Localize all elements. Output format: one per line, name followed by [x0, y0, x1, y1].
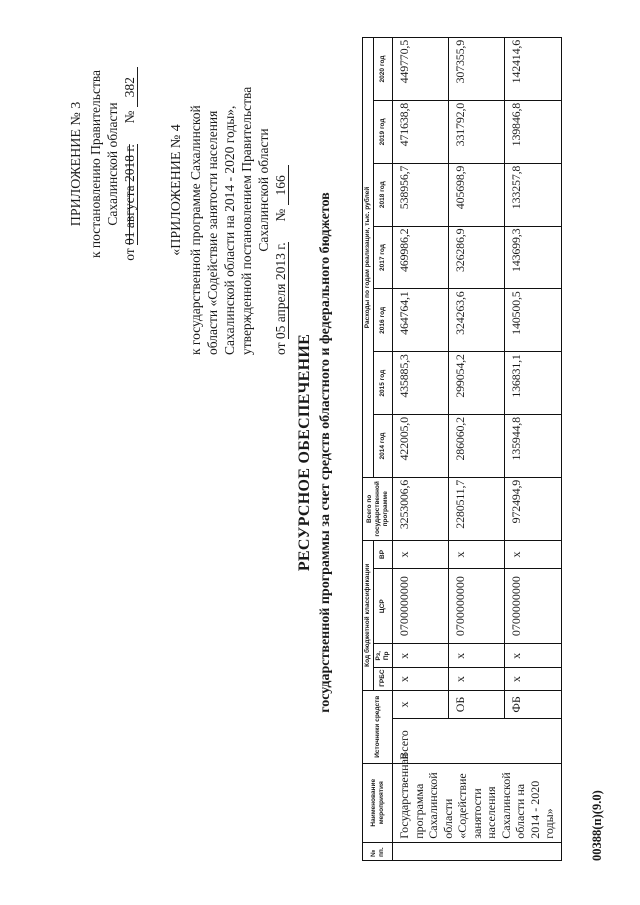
document-subtitle: государственной программы за счет средств областного и федерального бюджетов — [318, 192, 333, 713]
appendix-4-line5: Сахалинской области — [256, 128, 271, 252]
source-cell: ОБ — [449, 690, 505, 718]
year-cell: 326286,9 — [449, 226, 505, 289]
year-cell: 139846,8 — [505, 100, 561, 163]
header-name: Наименование мероприятия — [363, 763, 393, 842]
header-year: 2014 год — [374, 415, 393, 478]
year-cell: 307355,9 — [449, 38, 505, 101]
header-year: 2018 год — [374, 163, 393, 226]
csr-cell: 0700000000 — [505, 569, 561, 644]
header-csr: ЦСР — [374, 569, 393, 644]
appendix-4-number: 166 — [273, 165, 289, 205]
year-cell: 142414,6 — [505, 38, 561, 101]
document-title: РЕСУРСНОЕ ОБЕСПЕЧЕНИЕ — [296, 333, 313, 572]
appendix-4-block — [168, 25, 289, 355]
year-cell: 464764,1 — [393, 289, 449, 352]
appendix-3-date-line — [121, 29, 138, 299]
table-header-row-1 — [363, 38, 374, 861]
rzpr-cell: х — [505, 644, 561, 668]
total-cell: 972494,9 — [505, 477, 561, 540]
source-cell: ФБ — [505, 690, 561, 718]
appendix-3-line1: к постановлению Правительства — [88, 69, 103, 259]
year-cell: 135944,8 — [505, 415, 561, 478]
total-cell: 2280511,7 — [449, 477, 505, 540]
year-cell: 136831,1 — [505, 352, 561, 415]
document-code: 00388(п)(9.0) — [590, 790, 604, 861]
header-grbs: ГРБС — [374, 668, 393, 690]
rzpr-cell: х — [393, 644, 449, 668]
rzpr-cell: х — [449, 644, 505, 668]
appendix-3-date: 01 августа 2018 г. — [122, 144, 137, 245]
year-cell: 469986,2 — [393, 226, 449, 289]
appendix-4-title: «ПРИЛОЖЕНИЕ № 4 — [169, 124, 184, 256]
table-row — [393, 38, 449, 861]
year-cell: 405698,9 — [449, 163, 505, 226]
header-num: № пп. — [363, 842, 393, 860]
csr-cell: 0700000000 — [449, 569, 505, 644]
appendix-4-line3: Сахалинской области на 2014 - 2020 годы», — [222, 105, 237, 355]
header-rzpr: Рз, Пр — [374, 644, 393, 668]
year-cell: 538956,7 — [393, 163, 449, 226]
year-cell: 140500,5 — [505, 289, 561, 352]
year-cell: 471638,8 — [393, 100, 449, 163]
all-label: Всего — [393, 719, 562, 764]
vr-cell: х — [393, 540, 449, 568]
year-cell: 422005,0 — [393, 415, 449, 478]
grbs-cell: х — [449, 668, 505, 690]
header-vr: ВР — [374, 540, 393, 568]
appendix-4-line1: к государственной программе Сахалинской — [188, 105, 203, 355]
year-cell: 286060,2 — [449, 415, 505, 478]
header-year: 2015 год — [374, 352, 393, 415]
header-year: 2019 год — [374, 100, 393, 163]
appendix-4-from: от — [273, 342, 288, 355]
year-cell: 435885,3 — [393, 352, 449, 415]
header-source: Источники средств — [363, 690, 393, 763]
year-cell: 133257,8 — [505, 163, 561, 226]
header-code: Код бюджетной классификации — [363, 540, 374, 690]
appendix-3-line2: Сахалинской области — [105, 102, 120, 226]
total-cell: 3253006,6 — [393, 477, 449, 540]
header-total: Всего по государственной программе — [363, 477, 393, 540]
program-name: Государственная программа Сахалинской области «Содействие занятости населения Сахалинской области на 2014 - 2020 годы» — [393, 763, 562, 842]
year-cell: 449770,5 — [393, 38, 449, 101]
csr-cell: 0700000000 — [393, 569, 449, 644]
year-cell: 331792,0 — [449, 100, 505, 163]
vr-cell: х — [449, 540, 505, 568]
header-year: 2017 год — [374, 226, 393, 289]
appendix-3-number: 382 — [122, 67, 138, 107]
year-cell: 299054,2 — [449, 352, 505, 415]
appendix-4-num-label: № — [273, 208, 288, 222]
appendix-3-title: ПРИЛОЖЕНИЕ № 3 — [69, 101, 84, 227]
year-cell: 324263,6 — [449, 289, 505, 352]
appendix-4-line2: области «Содействие занятости населения — [205, 110, 220, 355]
appendix-4-date-line — [272, 25, 289, 355]
appendix-3-from: от — [122, 248, 137, 261]
header-year: 2020 год — [374, 38, 393, 101]
header-year: 2016 год — [374, 289, 393, 352]
grbs-cell: х — [393, 668, 449, 690]
resource-table — [362, 37, 562, 861]
appendix-3-block — [68, 29, 138, 299]
source-cell: х — [393, 690, 449, 718]
row-num-cell — [393, 842, 562, 860]
year-cell: 143699,3 — [505, 226, 561, 289]
appendix-3-num-label: № — [122, 110, 137, 124]
appendix-4-line4: утвержденной постановлением Правительства — [239, 86, 254, 355]
header-years: Расходы по годам реализации, тыс. рублей — [363, 38, 374, 478]
appendix-4-date: 05 апреля 2013 г. — [273, 242, 288, 340]
vr-cell: х — [505, 540, 561, 568]
grbs-cell: х — [505, 668, 561, 690]
